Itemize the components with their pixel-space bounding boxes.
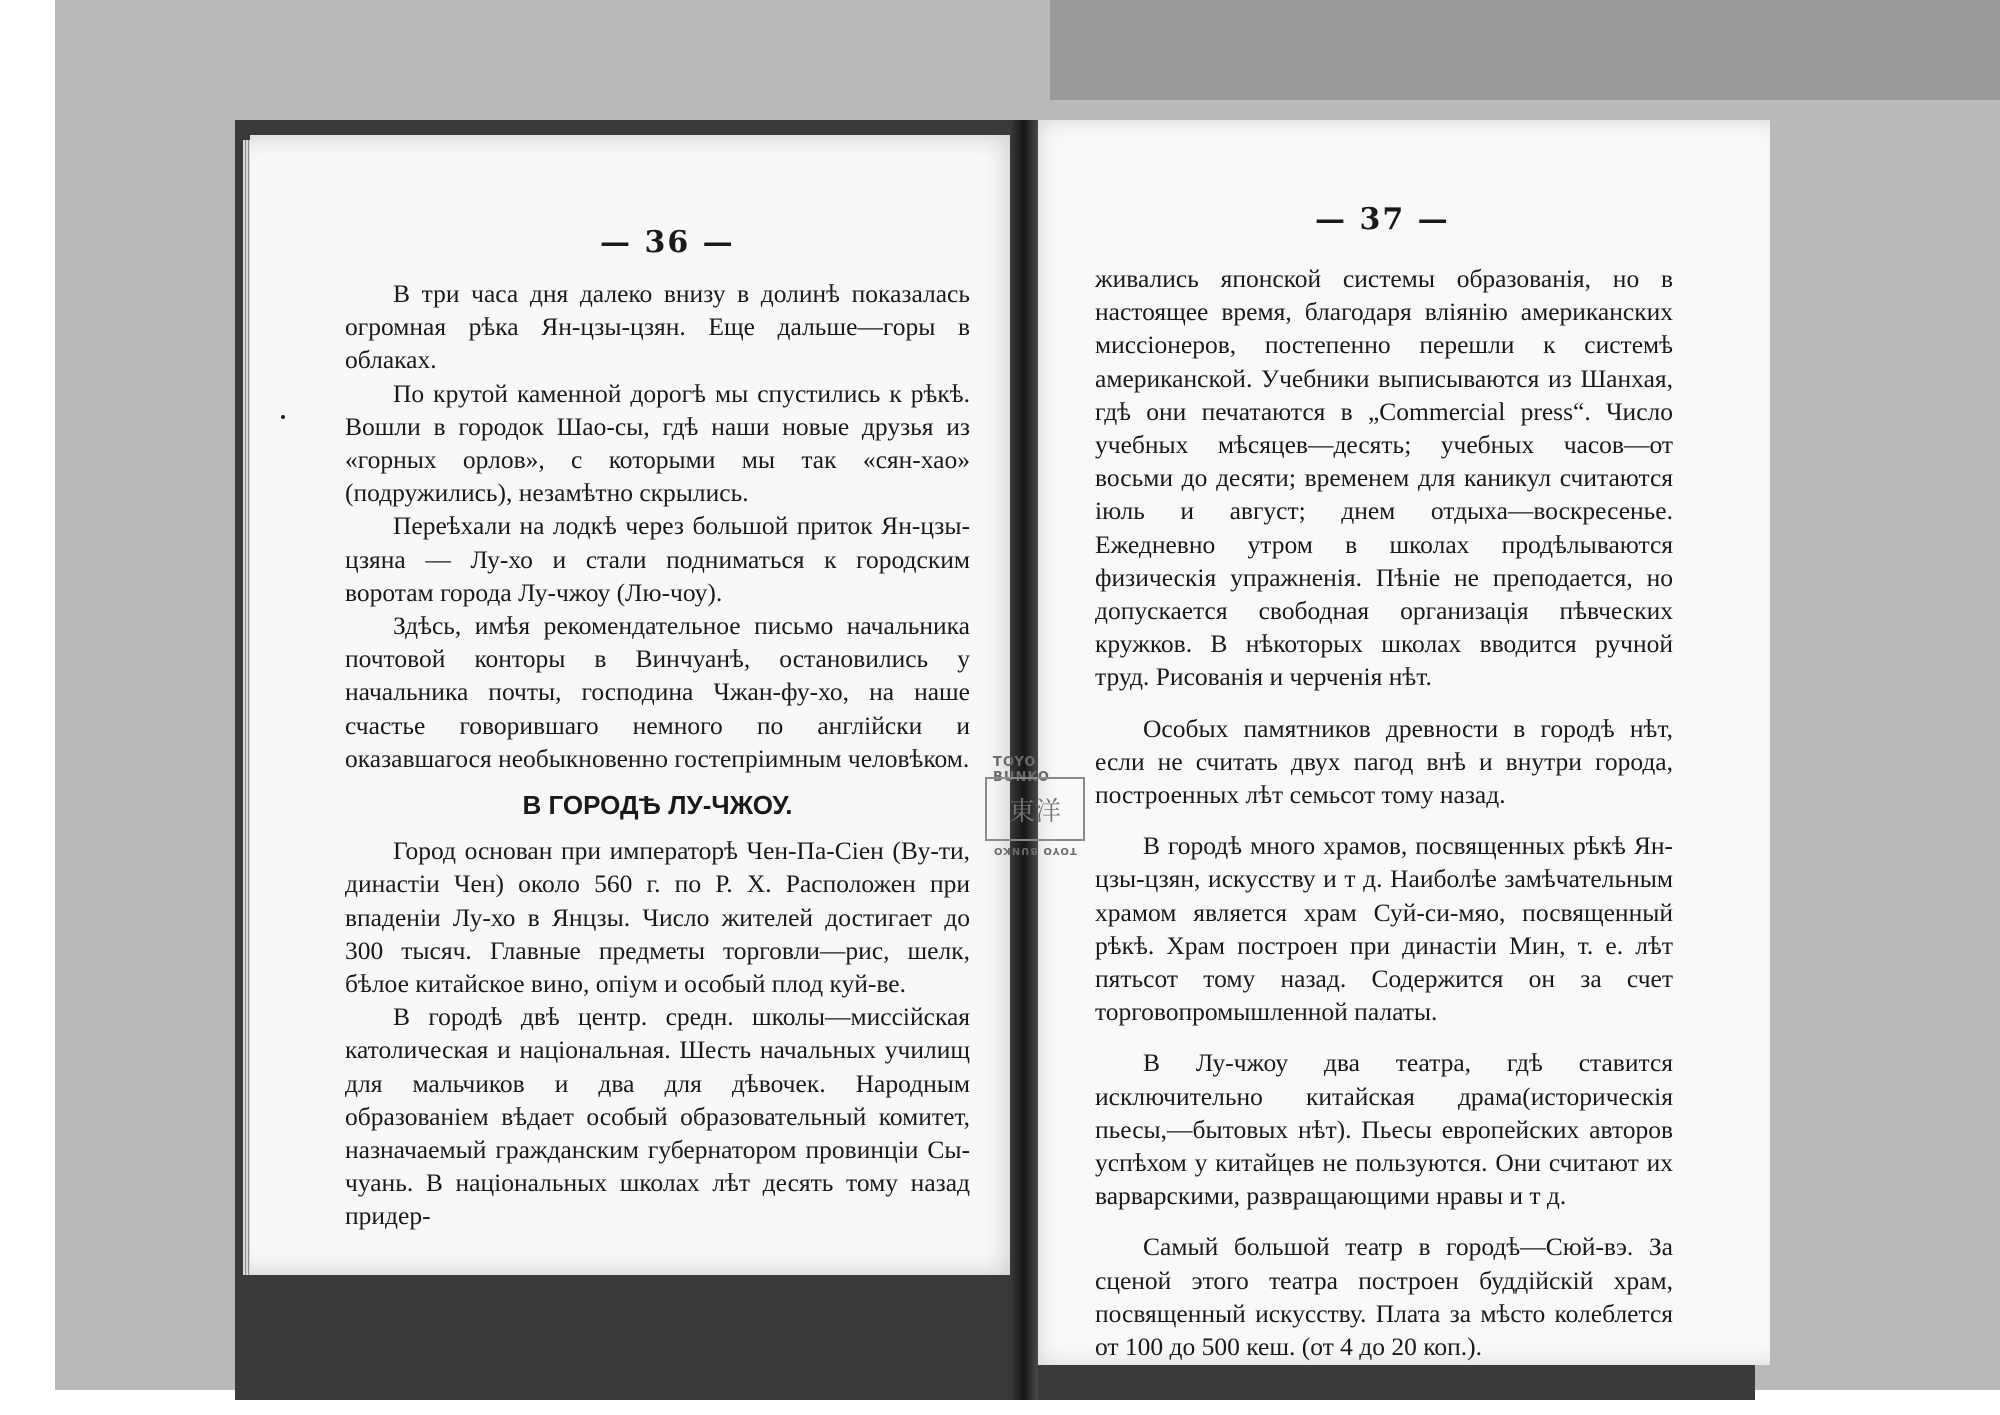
left-page-text <box>345 277 970 1233</box>
paragraph: Самый большой театр в городѣ—Сюй-вэ. За сценой этого театра построен буддійскій храм, посвященный искусству. Плата за мѣсто колеблется от 100 до 500 кеш. (от 4 до 20 коп.). <box>1095 1232 1673 1362</box>
paragraph: В городѣ много храмов, посвященных рѣкѣ Ян-цзы-цзян, искусству и т д. Наиболѣе замѣчательным храмом является храм Суй-си-мяо, посвященный рѣкѣ. Храм построен при династіи Мин, т. е. лѣт пятьсот тому назад. Содержится он за счет торговопромышленной палаты. <box>1095 831 1673 1027</box>
paragraph: Особых памятников древности в городѣ нѣт, если не считать двух пагод внѣ и внутри города, построенных лѣт семьсот тому назад. <box>1095 713 1673 810</box>
margin-mark <box>281 415 285 419</box>
paragraph: В Лу-чжоу два театра, гдѣ ставится исключительно китайская драма(историческія пьесы,—бытовых нѣт). Пьесы европейских авторов успѣхом у китайцев не пользуются. Они считают их варварскими, развращающими нравы и т д. <box>1095 1048 1673 1211</box>
right-page <box>1025 120 1770 1365</box>
library-stamp <box>985 755 1095 865</box>
paragraph: В городѣ двѣ центр. средн. школы—миссійская католическая и національная. Шесть начальных училищ для мальчиков и два для дѣвочек. Народным образованіем вѣдает особый образовательный комитет, назначаемый гражданским губернатором провинціи Сы-чуань. В національных школах лѣт десять тому назад придер- <box>345 1002 970 1231</box>
paragraph: Здѣсь, имѣя рекомендательное письмо начальника почтовой конторы в Винчуанѣ, остановились у начальника почты, господина Чжан-фу-хо, на наше счастье говорившаго немного по англійски и оказавшагося необыкновенно гостепріимным человѣком. <box>345 611 970 773</box>
stamp-center-text: 東洋 <box>1008 796 1061 827</box>
paragraph: По крутой каменной дорогѣ мы спустились к рѣкѣ. Вошли в городок Шао-сы, гдѣ наши новые друзья из «горных орлов», с которыми мы так «сян-хао» (подружились), незамѣтно скрылись. <box>345 378 970 508</box>
paragraph: живались японской системы образованія, но в настоящее время, благодаря вліянію американских миссіонеров, постепенно перешли к системѣ американской. Учебники выписываются из Шанхая, гдѣ они печатаются в „Commercial press“. Число учебных мѣсяцев—десять; учебных часов—от восьми до десяти; временем для каникул считаются іюль и август; днем отдыха—воскресенье. Ежедневно утром в школах продѣлываются физическія упражненія. Пѣніе не преподается, но допускается свободная организація пѣвческих кружков. В нѣкоторых школах вводится ручной труд. Рисованія и черченія нѣт. <box>1095 264 1673 692</box>
right-page-text <box>1095 262 1673 1363</box>
paragraph: Переѣхали на лодкѣ через большой приток Ян-цзы-цзяна — Лу-хо и стали подниматься к городским воротам города Лу-чжоу (Лю-чоу). <box>345 511 970 607</box>
section-heading: В ГОРОДѢ ЛУ-ЧЖОУ. <box>522 790 793 821</box>
stamp-bottom-text: TOYO BUNKO <box>993 845 1077 856</box>
stamp-top-text: TOYO BUNKO <box>993 755 1050 785</box>
page-number-right: — 37 — <box>1315 202 1450 237</box>
page-number-left: — 36 — <box>600 225 735 260</box>
scan-border-top-right <box>1050 0 2000 100</box>
stamp-seal <box>985 777 1085 841</box>
paragraph: Город основан при императорѣ Чен-Па-Сіен (Ву-ти, династіи Чен) около 560 г. по Р. Х. Расположен при впаденіи Лу-хо в Янцзы. Число жителей достигает до 300 тысяч. Главные предметы торговли—рис, шелк, бѣлое китайское вино, опіум и особый плод куй-ве. <box>345 836 970 999</box>
left-page <box>250 135 1025 1275</box>
paragraph: В три часа дня далеко внизу в долинѣ показалась огромная рѣка Ян-цзы-цзян. Еще дальше—горы в облаках. <box>345 279 970 375</box>
